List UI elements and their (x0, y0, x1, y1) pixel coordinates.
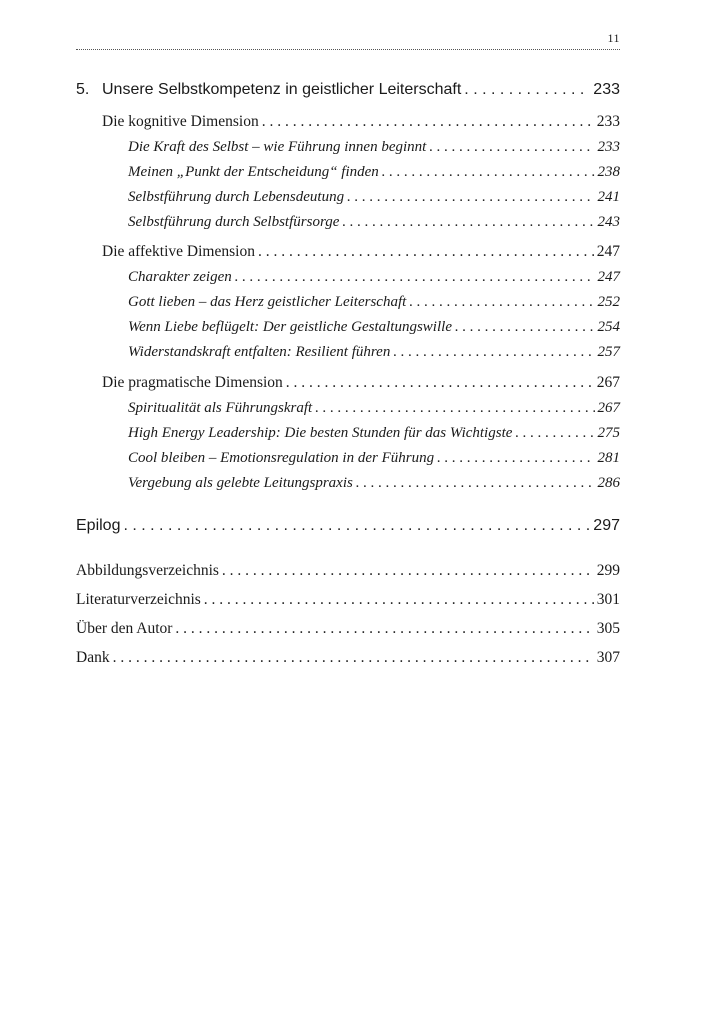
subsection-title: Charakter zeigen (128, 269, 232, 285)
dot-leader (464, 81, 590, 99)
toc-section[interactable] (102, 113, 620, 131)
dot-leader (429, 139, 594, 156)
subsection-title: Gott lieben – das Herz geistlicher Leiterschaft (128, 294, 407, 310)
toc-subsection[interactable] (128, 425, 620, 442)
subsection-page: 247 (597, 269, 620, 285)
chapter-number: 5. (76, 81, 90, 98)
toc-subsection[interactable] (128, 319, 620, 336)
subsection-title: High Energy Leadership: Die besten Stunden für das Wichtigste (128, 425, 513, 441)
header-dotted-rule (76, 49, 620, 50)
section-page: 233 (596, 113, 620, 130)
subsection-page: 233 (597, 139, 620, 155)
subsection-page: 275 (597, 425, 620, 441)
toc-section[interactable] (102, 243, 620, 261)
epilog-page: 297 (593, 517, 620, 534)
toc-subsection[interactable] (128, 400, 620, 417)
subsection-title: Cool bleiben – Emotionsregulation in der Führung (128, 450, 435, 466)
dot-leader (393, 344, 594, 361)
dot-leader (382, 164, 595, 181)
toc-appendix-entry[interactable] (76, 591, 620, 609)
dot-leader (342, 214, 594, 231)
subsection-title: Widerstandskraft entfalten: Resilient führen (128, 344, 391, 360)
subsection-page: 252 (597, 294, 620, 310)
toc-subsection[interactable] (128, 189, 620, 206)
appendix-page: 305 (596, 620, 620, 637)
epilog-title: Epilog (76, 517, 121, 534)
dot-leader (123, 517, 590, 535)
subsection-page: 243 (597, 214, 620, 230)
subsection-title: Meinen „Punkt der Entscheidung“ finden (128, 164, 379, 180)
toc-appendix-entry[interactable] (76, 649, 620, 667)
dot-leader (113, 649, 594, 667)
subsection-page: 257 (597, 344, 620, 360)
dot-leader (515, 425, 594, 442)
toc-subsection[interactable] (128, 139, 620, 156)
dot-leader (356, 475, 595, 492)
subsection-page: 286 (597, 475, 620, 491)
dot-leader (286, 374, 594, 392)
chapter-page: 233 (593, 81, 620, 98)
subsection-page: 238 (597, 164, 620, 180)
appendix-title: Literaturverzeichnis (76, 591, 201, 608)
appendix-title: Abbildungsverzeichnis (76, 562, 219, 579)
subsection-title: Wenn Liebe beflügelt: Der geistliche Gestaltungswille (128, 319, 452, 335)
toc-appendix-entry[interactable] (76, 620, 620, 638)
section-title: Die kognitive Dimension (102, 113, 259, 130)
toc-epilog[interactable] (76, 517, 620, 535)
dot-leader (315, 400, 594, 417)
subsection-title: Selbstführung durch Lebensdeutung (128, 189, 345, 205)
toc-subsection[interactable] (128, 475, 620, 492)
section-page: 247 (596, 243, 620, 260)
appendix-page: 299 (596, 562, 620, 579)
appendix-page: 307 (596, 649, 620, 666)
subsection-title: Spiritualität als Führungskraft (128, 400, 313, 416)
toc-subsection[interactable] (128, 164, 620, 181)
dot-leader (409, 294, 594, 311)
dot-leader (222, 562, 594, 580)
dot-leader (347, 189, 594, 206)
section-title: Die affektive Dimension (102, 243, 255, 260)
subsection-page: 254 (597, 319, 620, 335)
toc-subsection[interactable] (128, 450, 620, 467)
chapter-title: Unsere Selbstkompetenz in geistlicher Leiterschaft (102, 81, 462, 98)
subsection-page: 281 (597, 450, 620, 466)
toc-chapter-5[interactable] (76, 81, 620, 99)
toc-subsection[interactable] (128, 344, 620, 361)
dot-leader (175, 620, 593, 638)
subsection-title: Die Kraft des Selbst – wie Führung innen beginnt (128, 139, 427, 155)
dot-leader (204, 591, 594, 609)
toc-appendix-entry[interactable] (76, 562, 620, 580)
section-page: 267 (596, 374, 620, 391)
subsection-page: 241 (597, 189, 620, 205)
toc-subsection[interactable] (128, 214, 620, 231)
appendix-title: Über den Autor (76, 620, 173, 637)
dot-leader (258, 243, 594, 261)
toc-subsection[interactable] (128, 294, 620, 311)
page-number: 11 (607, 31, 620, 45)
toc-subsection[interactable] (128, 269, 620, 286)
toc-section[interactable] (102, 374, 620, 392)
appendix-page: 301 (596, 591, 620, 608)
dot-leader (455, 319, 595, 336)
subsection-page: 267 (597, 400, 620, 416)
section-title: Die pragmatische Dimension (102, 374, 283, 391)
appendix-title: Dank (76, 649, 110, 666)
subsection-title: Selbstführung durch Selbstfürsorge (128, 214, 340, 230)
subsection-title: Vergebung als gelebte Leitungspraxis (128, 475, 353, 491)
dot-leader (262, 113, 594, 131)
dot-leader (437, 450, 594, 467)
dot-leader (235, 269, 595, 286)
